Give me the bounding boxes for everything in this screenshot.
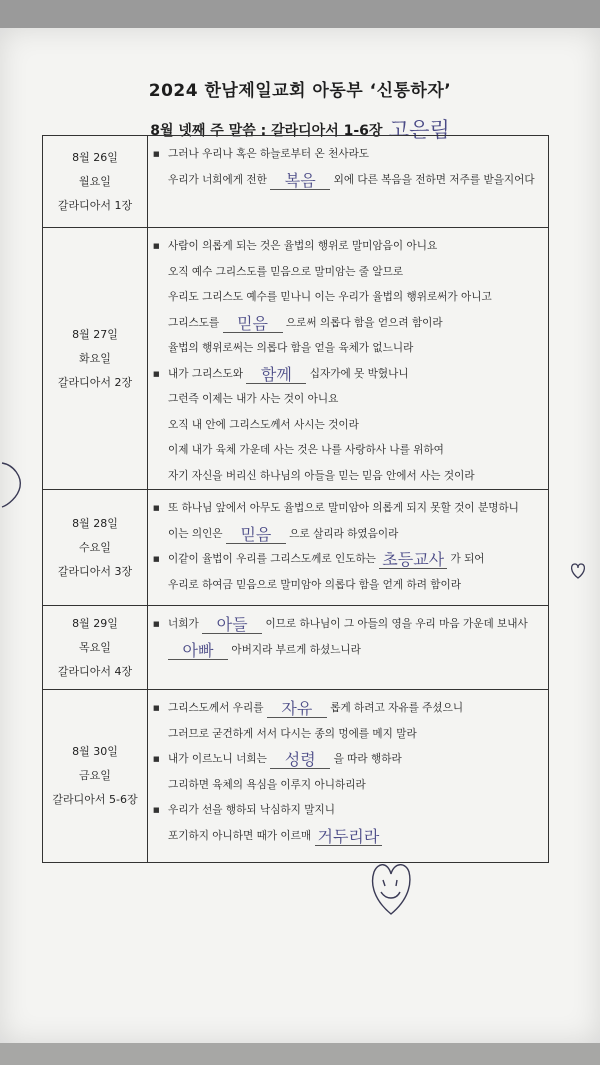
verse-text: 그러므로 굳건하게 서서 다시는 종의 멍에를 메지 말라 — [168, 727, 417, 740]
verse-line — [148, 773, 548, 799]
fill-in-answer: 초등교사 — [379, 552, 447, 569]
day-row — [43, 228, 549, 490]
verse-line — [148, 285, 548, 311]
day-row — [43, 490, 549, 606]
verse-line — [148, 798, 548, 824]
smiley-heart-doodle — [368, 858, 414, 918]
verse-text: 너희가 — [168, 618, 203, 630]
day-row — [43, 136, 549, 228]
fill-in-answer: 복음 — [270, 173, 330, 190]
verse-line — [148, 496, 548, 522]
day-cell — [43, 606, 148, 690]
verses-cell — [148, 606, 549, 690]
day-date: 8월 26일 — [72, 150, 118, 164]
fill-in-answer: 거두리라 — [315, 829, 383, 846]
day-chapter: 갈라디아서 1장 — [57, 198, 133, 212]
day-weekday: 수요일 — [79, 540, 111, 554]
verse-line — [148, 747, 548, 773]
verses-cell — [148, 136, 549, 228]
verse-line — [148, 362, 548, 388]
day-weekday: 월요일 — [79, 174, 111, 188]
verse-text: 내가 그리스도와 — [168, 367, 247, 380]
day-row — [43, 690, 549, 863]
verse-line — [148, 824, 548, 850]
verse-text: 으로 살리라 하였음이라 — [285, 527, 399, 540]
verse-line — [148, 311, 548, 337]
verse-text: 율법의 행위로써는 의롭다 함을 얻을 육체가 없느니라 — [168, 342, 414, 354]
verse-line — [148, 260, 548, 286]
day-chapter: 갈라디아서 3장 — [57, 564, 133, 578]
verse-line — [148, 612, 548, 638]
fill-in-answer: 성령 — [270, 752, 330, 769]
verse-text: 자기 자신을 버리신 하나님의 아들을 믿는 믿음 안에서 사는 것이라 — [168, 469, 475, 482]
verse-text: 롭게 하려고 자유를 주셨으니 — [326, 702, 464, 714]
verse-text: 그런즉 이제는 내가 사는 것이 아니요 — [168, 393, 339, 405]
verse-text: 그러나 우리나 혹은 하늘로부터 온 천사라도 — [168, 148, 370, 160]
verse-line — [148, 573, 548, 599]
verse-text: 이같이 율법이 우리를 그리스도께로 인도하는 — [168, 553, 380, 565]
verse-line — [148, 168, 548, 194]
verse-text: 그리하면 육체의 욕심을 이루지 아니하리라 — [168, 778, 366, 791]
verse-text: 이는 의인은 — [168, 527, 226, 540]
verse-line — [148, 547, 548, 573]
verse-text: 오직 내 안에 그리스도께서 사시는 것이라 — [168, 418, 359, 431]
heart-doodle-left — [0, 455, 30, 515]
verse-text: 사람이 의롭게 되는 것은 율법의 행위로 말미암음이 아니요 — [168, 240, 438, 252]
fill-in-answer: 자유 — [267, 701, 327, 718]
verse-text: 우리도 그리스도 예수를 믿나니 이는 우리가 율법의 행위로써가 아니고 — [168, 291, 492, 303]
verse-text: 으로써 의롭다 함을 얻으려 함이라 — [282, 316, 443, 329]
day-cell — [43, 136, 148, 228]
verse-text: 포기하지 아니하면 때가 이르매 — [168, 829, 315, 842]
verse-line — [148, 387, 548, 413]
verse-line — [148, 142, 548, 168]
handwritten-name: 고은림 — [388, 118, 450, 142]
verse-text: 외에 다른 복음을 전하면 저주를 받을지어다 — [330, 173, 535, 186]
day-weekday: 금요일 — [79, 769, 111, 782]
verse-text: 그리스도께서 우리를 — [168, 702, 267, 714]
day-weekday: 목요일 — [79, 640, 111, 654]
verse-line — [148, 336, 548, 362]
day-weekday: 화요일 — [79, 351, 111, 365]
verse-text: 우리로 하여금 믿음으로 말미암아 의롭다 함을 얻게 하려 함이라 — [168, 578, 462, 591]
verse-text: 내가 이르노니 너희는 — [168, 753, 271, 765]
fill-in-answer: 아들 — [202, 617, 262, 634]
reading-schedule-table — [42, 135, 549, 863]
day-row — [43, 606, 549, 690]
table-surface — [0, 1043, 600, 1065]
verse-text: 오직 예수 그리스도를 믿음으로 말미암는 줄 알므로 — [168, 265, 404, 278]
page-title: 2024 한남제일교회 아동부 ‘신통하자’ — [148, 81, 452, 101]
day-cell — [43, 490, 148, 606]
fill-in-answer: 아빠 — [168, 643, 228, 660]
day-chapter: 갈라디아서 2장 — [57, 375, 133, 389]
verse-line — [148, 638, 548, 664]
verses-cell — [148, 690, 549, 863]
day-chapter: 갈라디아서 5-6장 — [52, 793, 138, 806]
day-cell — [43, 690, 148, 863]
verse-line — [148, 413, 548, 439]
day-date: 8월 28일 — [72, 516, 118, 530]
verse-text: 우리가 너희에게 전한 — [168, 173, 271, 186]
verse-line — [148, 722, 548, 748]
fill-in-answer: 믿음 — [226, 527, 286, 544]
verse-line — [148, 438, 548, 464]
verse-text: 가 되어 — [447, 553, 485, 565]
verse-text: 또 하나님 앞에서 아무도 율법으로 말미암아 의롭게 되지 못할 것이 분명하니 — [168, 502, 519, 514]
day-date: 8월 30일 — [72, 745, 118, 758]
verse-line — [148, 522, 548, 548]
subtitle: 8월 넷째 주 말씀 : 갈라디아서 1-6장 — [150, 123, 383, 139]
day-cell — [43, 228, 148, 490]
verse-text: 아버지라 부르게 하셨느니라 — [228, 643, 361, 656]
verse-text: 그리스도를 — [168, 316, 223, 329]
verse-text: 을 따라 행하라 — [330, 753, 402, 765]
verse-text: 이제 내가 육체 가운데 사는 것은 나를 사랑하사 나를 위하여 — [168, 444, 444, 456]
day-chapter: 갈라디아서 4장 — [57, 664, 133, 678]
day-date: 8월 27일 — [72, 327, 118, 341]
verse-line — [148, 464, 548, 490]
day-date: 8월 29일 — [72, 616, 118, 630]
heart-doodle-right — [568, 560, 588, 582]
verse-line — [148, 234, 548, 260]
verses-cell — [148, 228, 549, 490]
verse-text: 우리가 선을 행하되 낙심하지 말지니 — [168, 804, 335, 816]
verse-text: 이므로 하나님이 그 아들의 영을 우리 마음 가운데 보내사 — [262, 618, 528, 630]
verses-cell — [148, 490, 549, 606]
verse-text: 십자가에 못 박혔나니 — [306, 367, 409, 380]
fill-in-answer: 함께 — [246, 367, 306, 384]
verse-line — [148, 696, 548, 722]
fill-in-answer: 믿음 — [223, 316, 283, 333]
